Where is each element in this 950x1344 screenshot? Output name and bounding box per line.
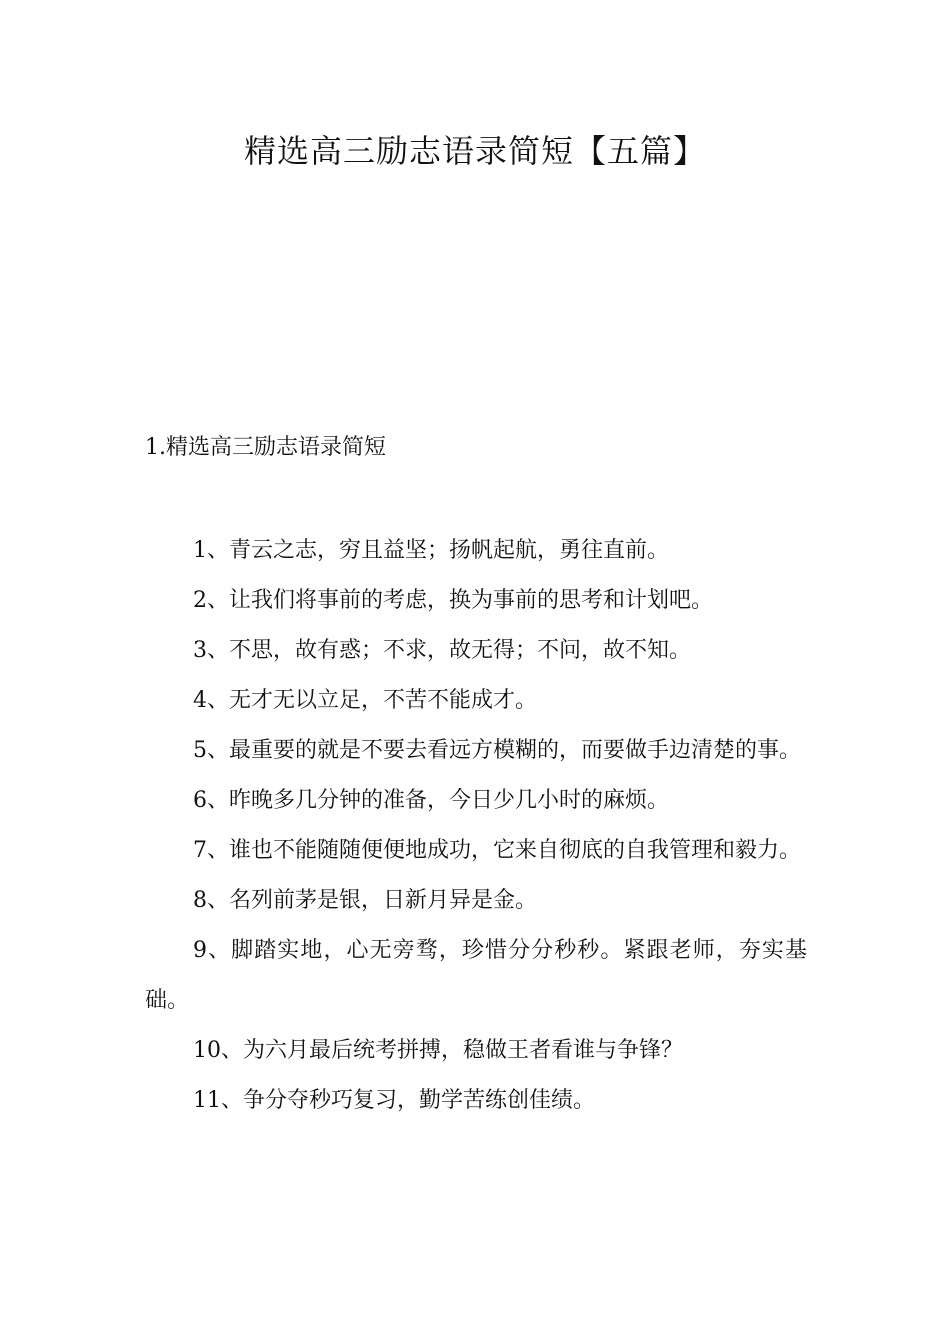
list-item: 10、为六月最后统考拼搏，稳做王者看谁与争锋？ [193,1038,683,1063]
list-item: 9、脚踏实地，心无旁骛，珍惜分分秒秒。紧跟老师，夯实基础。 [145,938,807,1013]
list-item: 5、最重要的就是不要去看远方模糊的，而要做手边清楚的事。 [193,738,801,763]
list-item: 6、昨晚多几分钟的准备，今日少几小时的麻烦。 [193,788,669,813]
section-heading: 1.精选高三励志语录简短 [145,435,386,460]
list-item: 2、让我们将事前的考虑，换为事前的思考和计划吧。 [193,588,713,613]
list-item: 4、无才无以立足，不苦不能成才。 [193,688,537,713]
list-item: 7、谁也不能随随便便地成功，它来自彻底的自我管理和毅力。 [193,838,801,863]
document-title: 精选高三励志语录简短【五篇】 [243,132,706,170]
list-item: 3、不思，故有惑；不求，故无得；不问，故不知。 [193,638,691,663]
list-item: 11、争分夺秒巧复习，勤学苦练创佳绩。 [193,1088,595,1113]
list-item: 8、名列前茅是银，日新月异是金。 [193,888,537,913]
list-item: 1、青云之志，穷且益坚；扬帆起航，勇往直前。 [193,538,669,563]
quote-list [145,526,807,1126]
